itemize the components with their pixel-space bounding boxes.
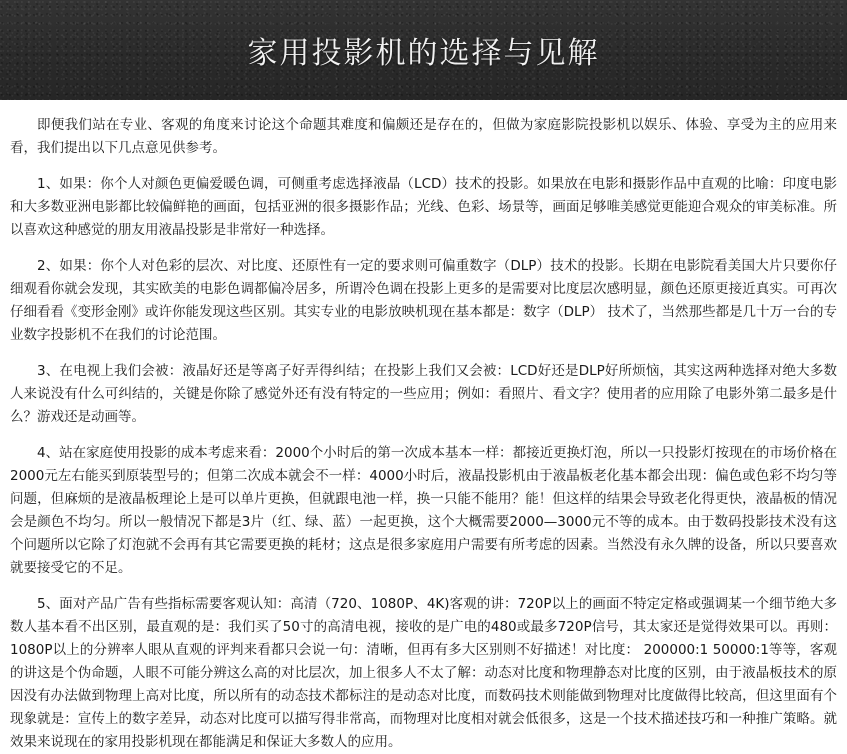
page-title: 家用投影机的选择与见解	[247, 36, 600, 71]
paragraph: 即便我们站在专业、客观的角度来讨论这个命题其难度和偏颇还是存在的，但做为家庭影院投影机以娱乐、体验、享受为主的应用来看，我们提出以下几点意见供参考。	[10, 117, 837, 156]
paragraph: 1、如果：你个人对颜色更偏爱暖色调，可侧重考虑选择液晶（LCD）技术的投影。如果放在电影和摄影作品中直观的比喻：印度电影和大多数亚洲电影都比较偏鲜艳的画面，包括亚洲的很多摄影作品；光线、色彩、场景等，画面足够唯美感觉更能迎合观众的审美标准。所以喜欢这种感觉的朋友用液晶投影是非常好一种选择。	[10, 176, 837, 238]
paragraph: 2、如果：你个人对色彩的层次、对比度、还原性有一定的要求则可偏重数字（DLP）技术的投影。长期在电影院看美国大片只要你仔细观看你就会发现，其实欧美的电影色调都偏冷居多，所谓冷色调在投影上更多的是需要对比度层次感明显，颜色还原更接近真实。可再次仔细看看《变形金刚》或许你能发现这些区别。其实专业的电影放映机现在基本都是：数字（DLP） 技术了，当然那些都是几十万一台的专业数字投影机不在我们的讨论范围。	[10, 258, 837, 343]
article-body	[0, 100, 847, 754]
paragraph: 3、在电视上我们会被：液晶好还是等离子好弄得纠结；在投影上我们又会被：LCD好还是DLP好所烦恼，其实这两种选择对绝大多数人来说没有什么可纠结的，关键是你除了感觉外还有没有特定的一些应用；例如：看照片、看文字？使用者的应用除了电影外第二最多是什么？游戏还是动画等。	[10, 363, 837, 425]
page-banner	[0, 0, 847, 100]
paragraph: 4、站在家庭使用投影的成本考虑来看：2000个小时后的第一次成本基本一样：都接近更换灯泡，所以一只投影灯按现在的市场价格在2000元左右能买到原装型号的；但第二次成本就会不一样：4000小时后，液晶投影机由于液晶板老化基本都会出现：偏色或色彩不均匀等问题，但麻烦的是液晶板理论上是可以单片更换，但就跟电池一样，换一只能不能用？能！但这样的结果会导致老化得更快，液晶板的情况会是颜色不均匀。所以一般情况下都是3片（红、绿、蓝）一起更换，这个大概需要2000—3000元不等的成本。由于数码投影技术没有这个问题所以它除了灯泡就不会再有其它需要更换的耗材；这点是很多家庭用户需要有所考虑的因素。当然没有永久牌的设备，所以只要喜欢就要接受它的不足。	[10, 445, 837, 576]
paragraph: 5、面对产品广告有些指标需要客观认知：高清（720、1080P、4K)客观的讲：720P以上的画面不特定定格或强调某一个细节绝大多数人基本看不出区别，最直观的是：我们买了50寸的高清电视，接收的是广电的480或最多720P信号，其太家还是觉得效果可以。再则：1080P以上的分辨率人眼从直观的评判来看都只会说一句：清晰，但再有多大区别则不好描述！对比度： 200000:1 50000:1等等，客观的讲这是个伪命题，人眼不可能分辨这么高的对比层次，加上很多人不太了解：动态对比度和物理静态对比度的区别，由于液晶板技术的原因没有办法做到物理上高对比度，所以所有的动态技术都标注的是动态对比度，而数码技术则能做到物理对比度做得比较高，但这里面有个现象就是：宣传上的数字差异，动态对比度可以描写得非常高，而物理对比度相对就会低很多，这是一个技术描述技巧和一种推广策略。就效果来说现在的家用投影机现在都能满足和保证大多数人的应用。	[10, 596, 837, 750]
